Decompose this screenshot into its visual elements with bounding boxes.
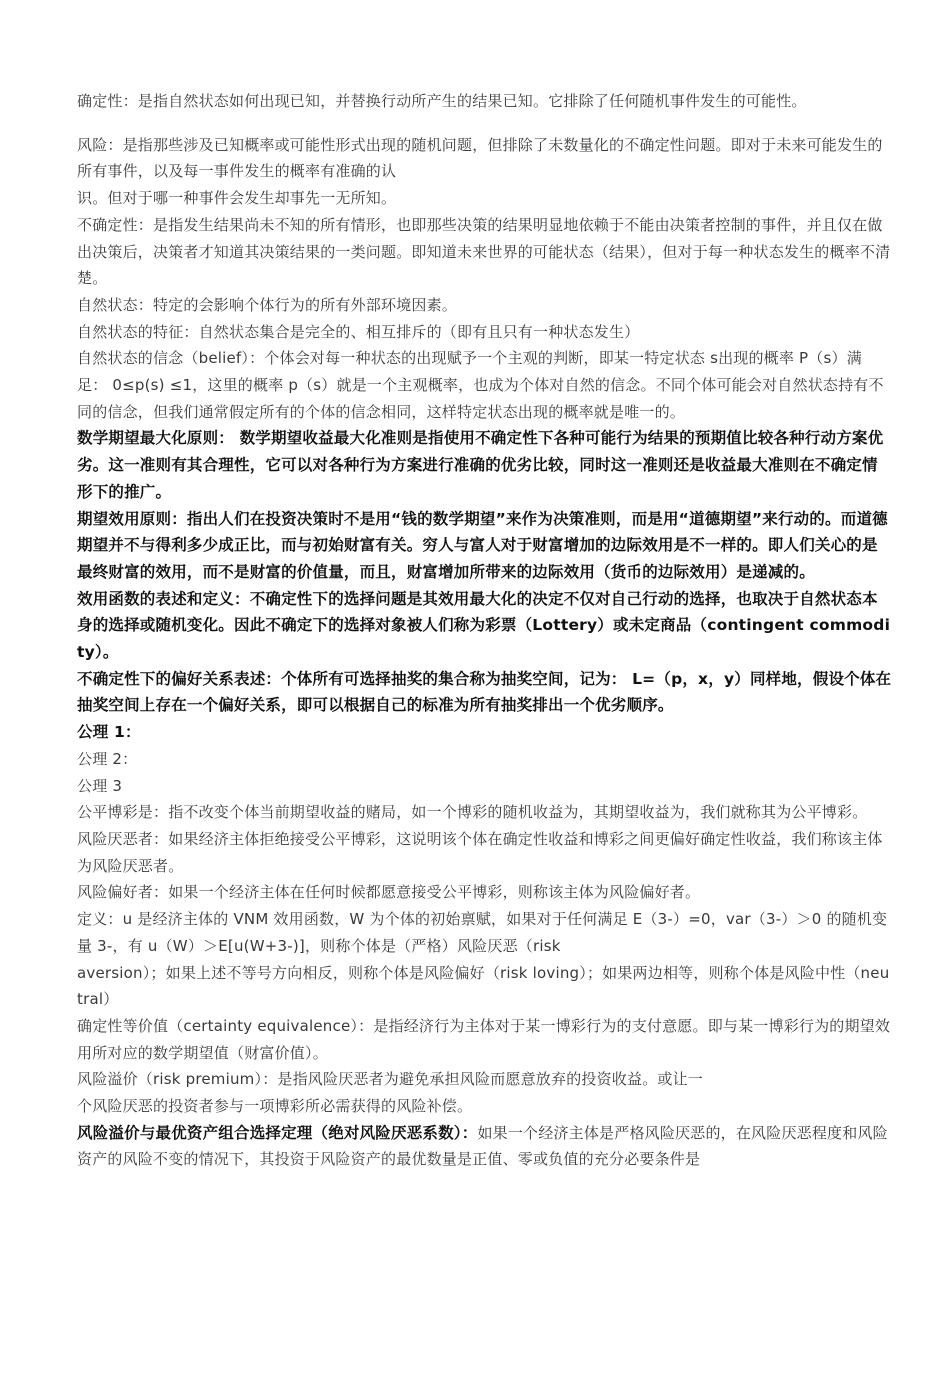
paragraph-risk-premium: 风险溢价（risk premium）：是指风险厌恶者为避免承担风险而愿意放弃的投资收益。或让一: [77, 1070, 703, 1089]
paragraph-axiom-2: 公理 2：: [77, 749, 138, 768]
paragraph-risk-averse: 风险厌恶者：如果经济主体拒绝接受公平博彩，这说明该个体在确定性收益和博彩之间更偏好确定性收益，我们称该主体为风险厌恶者。: [77, 829, 883, 875]
paragraph-belief: 自然状态的信念（belief）：个体会对每一种状态的出现赋予一个主观的判断，即某一特定状态 s出现的概率 P（s）满足： 0≤p(s) ≤1，这里的概率 p（s）就是一个主观概率，也成为个体对自然的信念。不同个体可能会对自然状态持有不同的信念，但我们通常假定所有的个体的信念相同，这样特定状态出现的概率就是唯一的。: [77, 349, 884, 421]
paragraph-risk-lover: 风险偏好者：如果一个经济主体在任何时候都愿意接受公平博彩，则称该主体为风险偏好者。: [77, 883, 701, 902]
document-page: [77, 88, 892, 1173]
paragraph-preference-relation: 不确定性下的偏好关系表述：个体所有可选择抽奖的集合称为抽奖空间，记为： L=（p，x，y）同样地，假设个体在抽奖空间上存在一个偏好关系，即可以根据自己的标准为所有抽奖排出一个优劣顺序。: [77, 669, 892, 715]
paragraph-risk-cont: 识。但对于哪一种事件会发生却事先一无所知。: [77, 189, 397, 208]
portfolio-theorem-heading: 风险溢价与最优资产组合选择定理（绝对风险厌恶系数）：: [77, 1123, 478, 1142]
paragraph-portfolio-theorem: [77, 1120, 892, 1173]
portfolio-theorem-body: 如果一个经济主体是严格风险厌恶的，在风险厌恶程度和风险资产的风险不变的情况下，其投资于风险资产的最优数量是正值、零或负值的充分必要条件是: [77, 1123, 888, 1169]
paragraph-state-of-nature: 自然状态：特定的会影响个体行为的所有外部环境因素。: [77, 295, 458, 314]
paragraph-uncertainty: 不确定性：是指发生结果尚未不知的所有情形，也即那些决策的结果明显地依赖于不能由决策者控制的事件，并且仅在做出决策后，决策者才知道其决策结果的一类问题。即知道未来世界的可能状态（结果），但对于每一种状态发生的概率不清楚。: [77, 215, 891, 288]
paragraph-utility-function: 效用函数的表述和定义：不确定性下的选择问题是其效用最大化的决定不仅对自己行动的选择，也取决于自然状态本身的选择或随机变化。因此不确定下的选择对象被人们称为彩票（Lottery）或未定商品（contingent commodity）。: [77, 589, 891, 662]
paragraph-certainty-equivalence: 确定性等价值（certainty equivalence）：是指经济行为主体对于某一博彩行为的支付意愿。即与某一博彩行为的期望效用所对应的数学期望值（财富价值）。: [77, 1016, 891, 1062]
paragraph-axiom-3: 公理 3: [77, 776, 123, 795]
paragraph-risk-premium-cont: 个风险厌恶的投资者参与一项博彩所必需获得的风险补偿。: [77, 1097, 473, 1116]
paragraph-axiom-1: 公理 1：: [77, 723, 141, 742]
paragraph-definition: 定义：u 是经济主体的 VNM 效用函数，W 为个体的初始禀赋，如果对于任何满足 E（3-）=0，var（3-）＞0 的随机变量 3-，有 u（W）＞E[u(W+3-)]，则称个体是（严格）风险厌恶（risk: [77, 910, 888, 955]
paragraph-state-features: 自然状态的特征：自然状态集合是完全的、相互排斥的（即有且只有一种状态发生）: [77, 322, 640, 341]
paragraph-fair-gamble: 公平博彩是：指不改变个体当前期望收益的赌局，如一个博彩的随机收益为，其期望收益为，我们就称其为公平博彩。: [77, 803, 868, 822]
paragraph-expected-value-principle: 数学期望最大化原则： 数学期望收益最大化准则是指使用不确定性下各种可能行为结果的预期值比较各种行动方案优劣。这一准则有其合理性，它可以对各种行为方案进行准确的优劣比较，同时这一准则还是收益最大准则在不确定情形下的推广。: [77, 429, 884, 501]
paragraph-definition-cont: aversion）；如果上述不等号方向相反，则称个体是风险偏好（risk loving）；如果两边相等，则称个体是风险中性（neutral）: [77, 963, 890, 1009]
paragraph-expected-utility-principle: 期望效用原则：指出人们在投资决策时不是用“钱的数学期望”来作为决策准则，而是用“道德期望”来行动的。而道德期望并不与得利多少成正比，而与初始财富有关。穷人与富人对于财富增加的边际效用是不一样的。即人们关心的是最终财富的效用，而不是财富的价值量，而且，财富增加所带来的边际效用（货币的边际效用）是递减的。: [77, 509, 888, 581]
paragraph-risk: 风险：是指那些涉及已知概率或可能性形式出现的随机问题，但排除了未数量化的不确定性问题。即对于未来可能发生的所有事件，以及每一事件发生的概率有准确的认: [77, 135, 883, 181]
paragraph-certainty: 确定性：是指自然状态如何出现已知，并替换行动所产生的结果已知。它排除了任何随机事件发生的可能性。: [77, 92, 807, 110]
